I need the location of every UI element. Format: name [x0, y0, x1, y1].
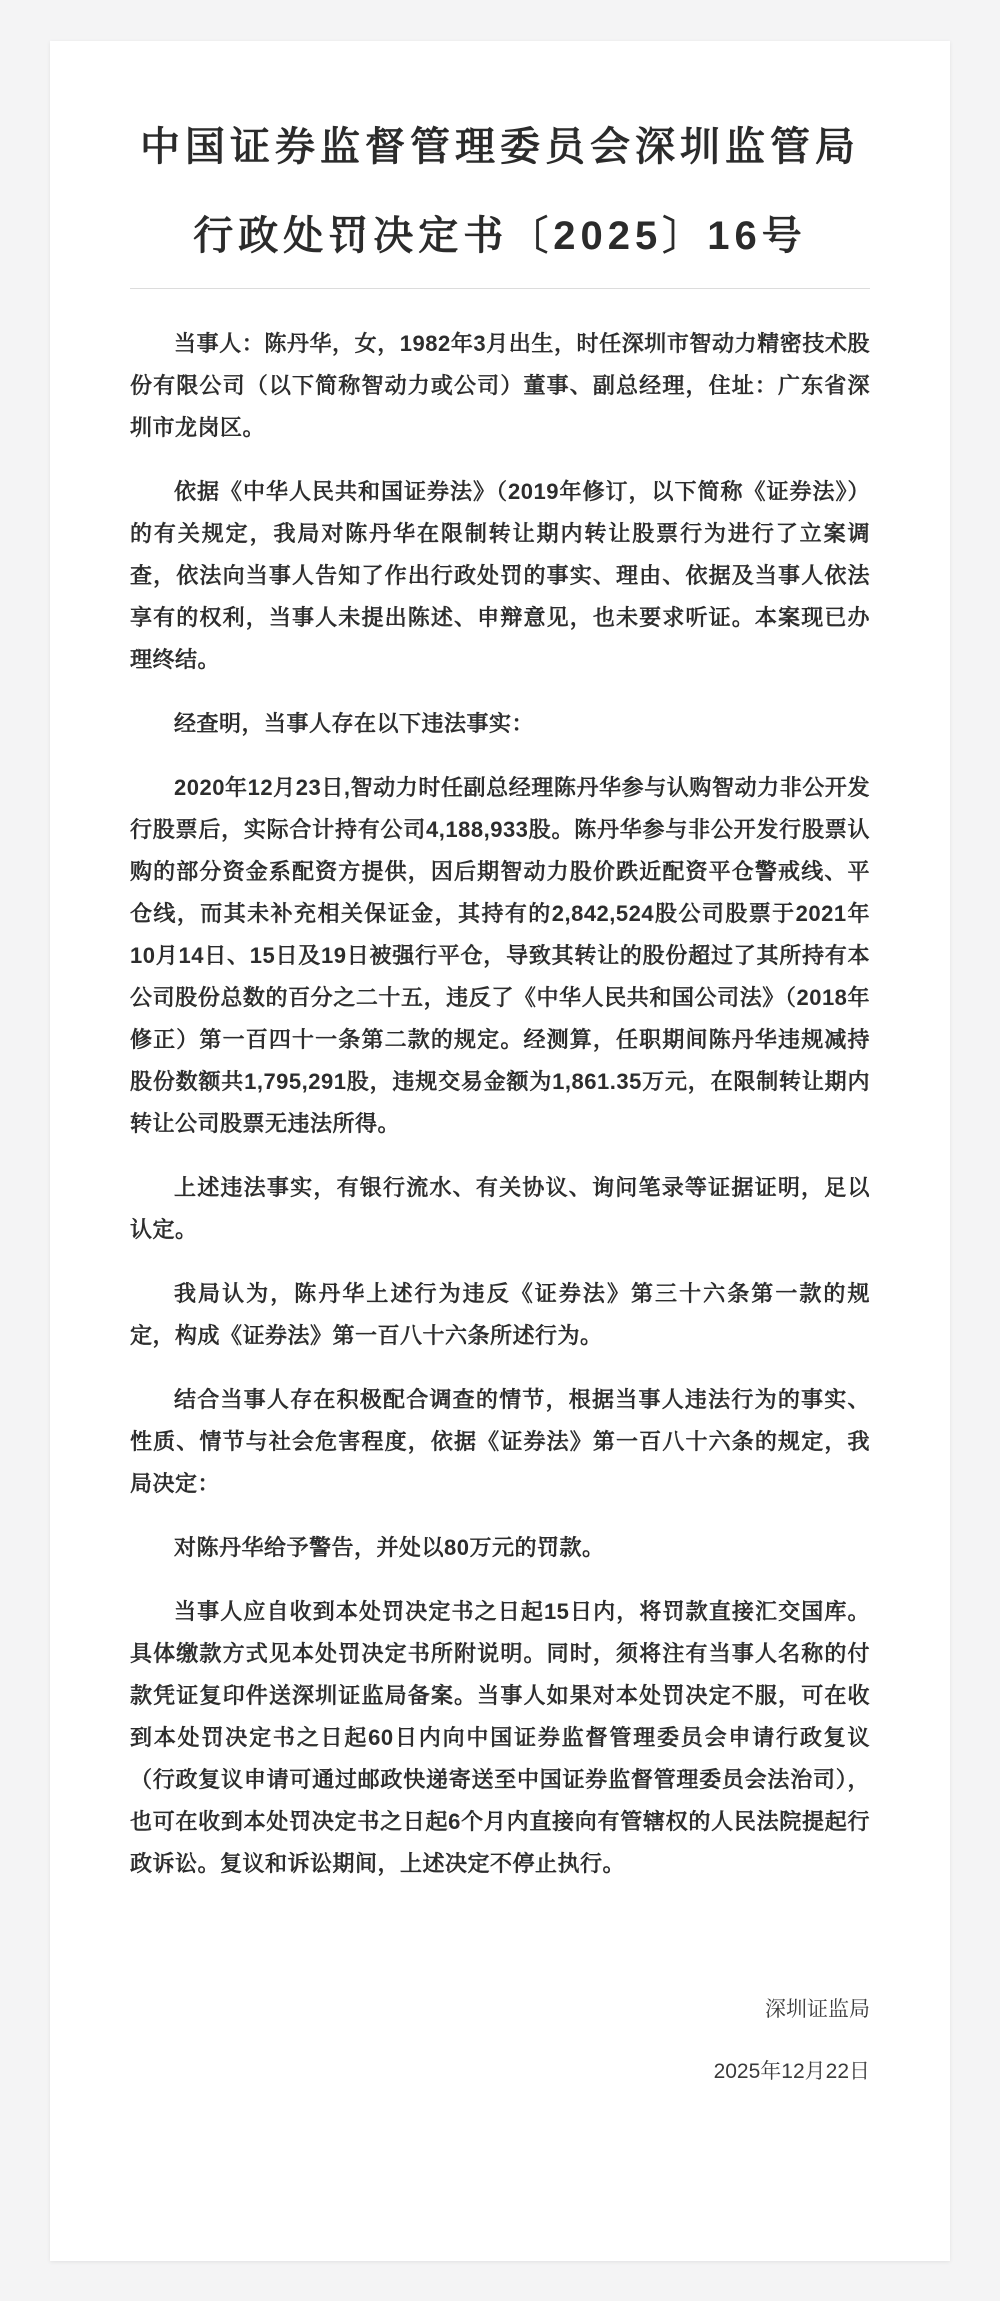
body-paragraph: 依据《中华人民共和国证券法》（2019年修订，以下简称《证券法》）的有关规定，我局对陈丹华在限制转让期内转让股票行为进行了立案调查，依法向当事人告知了作出行政处罚的事实、理由、依据及当事人依法享有的权利，当事人未提出陈述、申辩意见，也未要求听证。本案现已办理终结。: [130, 479, 870, 672]
body-paragraph: 当事人：陈丹华，女，1982年3月出生，时任深圳市智动力精密技术股份有限公司（以下简称智动力或公司）董事、副总经理，住址：广东省深圳市龙岗区。: [130, 331, 870, 440]
body-paragraph: 2020年12月23日,智动力时任副总经理陈丹华参与认购智动力非公开发行股票后，实际合计持有公司4,188,933股。陈丹华参与非公开发行股票认购的部分资金系配资方提供，因后期智动力股价跌近配资平仓警戒线、平仓线，而其未补充相关保证金，其持有的2,842,524股公司股票于2021年10月14日、15日及19日被强行平仓，导致其转让的股份超过了其所持有本公司股份总数的百分之二十五，违反了《中华人民共和国公司法》（2018年修正）第一百四十一条第二款的规定。经测算，任职期间陈丹华违规减持股份数额共1,795,291股，违规交易金额为1,861.35万元，在限制转让期内转让公司股票无违法所得。: [130, 775, 870, 1136]
body-paragraph: 我局认为，陈丹华上述行为违反《证券法》第三十六条第一款的规定，构成《证券法》第一百八十六条所述行为。: [130, 1281, 870, 1348]
body-paragraph: 结合当事人存在积极配合调查的情节，根据当事人违法行为的事实、性质、情节与社会危害程度，依据《证券法》第一百八十六条的规定，我局决定：: [130, 1387, 870, 1496]
body-paragraph: 上述违法事实，有银行流水、有关协议、询问笔录等证据证明，足以认定。: [130, 1175, 870, 1242]
signature-org: 深圳证监局: [765, 1998, 870, 2021]
body-paragraph: 经查明，当事人存在以下违法事实：: [174, 711, 535, 736]
document-body: [130, 289, 870, 2093]
title-line-2: 行政处罚决定书〔2025〕16号: [193, 214, 807, 258]
document-card: [50, 41, 950, 2261]
signature-block: [130, 1989, 870, 2093]
body-paragraph: 当事人应自收到本处罚决定书之日起15日内，将罚款直接汇交国库。具体缴款方式见本处罚决定书所附说明。同时，须将注有当事人名称的付款凭证复印件送深圳证监局备案。当事人如果对本处罚决定不服，可在收到本处罚决定书之日起60日内向中国证券监督管理委员会申请行政复议（行政复议申请可通过邮政快递寄送至中国证券监督管理委员会法治司），也可在收到本处罚决定书之日起6个月内直接向有管辖权的人民法院提起行政诉讼。复议和诉讼期间，上述决定不停止执行。: [130, 1599, 870, 1876]
body-paragraph: 对陈丹华给予警告，并处以80万元的罚款。: [174, 1535, 605, 1560]
document-title: [130, 103, 870, 281]
title-line-1: 中国证券监督管理委员会深圳监管局: [140, 125, 860, 169]
signature-date: 2025年12月22日: [713, 2060, 870, 2083]
